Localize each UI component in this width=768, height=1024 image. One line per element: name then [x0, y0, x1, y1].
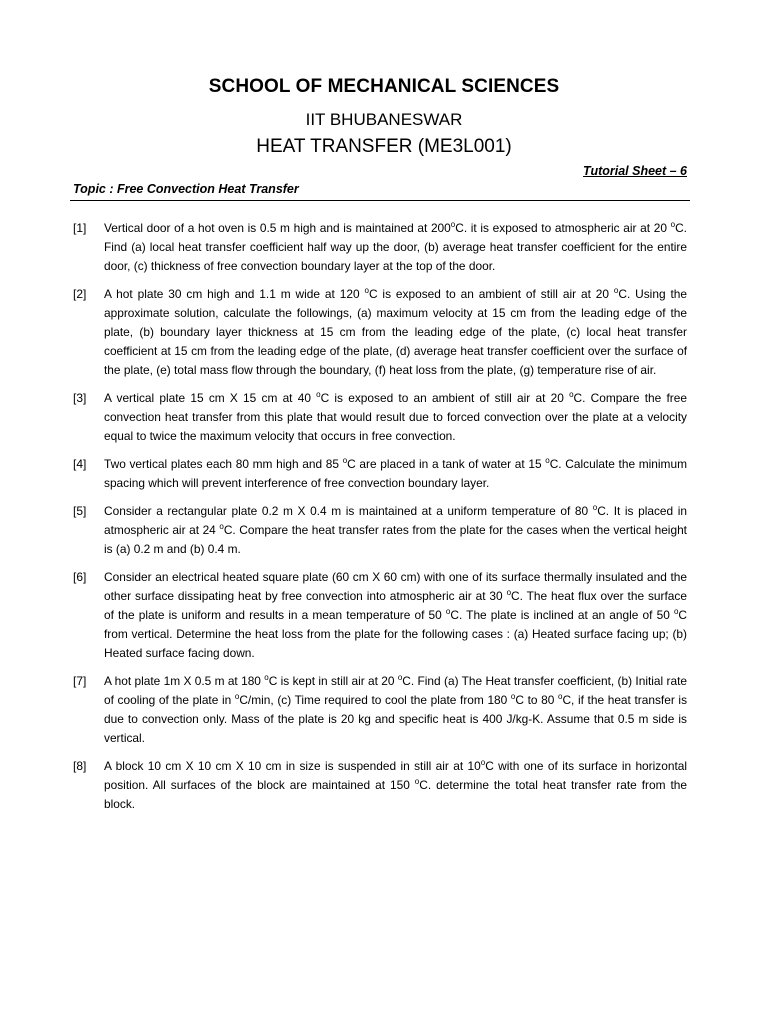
school-title: SCHOOL OF MECHANICAL SCIENCES — [208, 76, 560, 97]
problem-text: Vertical door of a hot oven is 0.5 m high and is maintained at 200$^o$C. it is exposed to atmospheric air at 20 $^o$C. Find (a) local heat transfer coefficient half way up the door, (b) average heat transfer coefficient for the entire door, (c) thickness of free convection boundary layer at the top of the door. — [104, 220, 687, 273]
institute-name: IIT BHUBANESWAR — [305, 110, 463, 129]
problem-list — [73, 219, 687, 823]
problem-number: [1] — [73, 221, 87, 235]
course-title: HEAT TRANSFER (ME3L001) — [256, 136, 512, 157]
problem-item — [73, 455, 687, 493]
problem-text: Consider an electrical heated square plate (60 cm X 60 cm) with one of its surface thermally insulated and the other surface dissipating heat by free convection into atmospheric air at 30 $^o$C. The heat flux over the surface of the plate is uniform and results in a mean temperature of 50 $^o$C. The plate is inclined at an angle of 50 $^o$C from vertical. Determine the heat loss from the plate for the following cases : (a) Heated surface facing up; (b) Heated surface facing down. — [104, 570, 687, 660]
topic-heading: Topic : Free Convection Heat Transfer — [73, 182, 299, 196]
problem-number: [2] — [73, 287, 87, 301]
problem-item — [73, 219, 687, 276]
topic-divider — [70, 200, 690, 201]
tutorial-sheet-label: Tutorial Sheet – 6 — [583, 164, 687, 178]
problem-text: Two vertical plates each 80 mm high and 85 $^o$C are placed in a tank of water at 15 $^o$C. Calculate the minimum spacing which will prevent interference of free convection boundary layer. — [104, 456, 687, 490]
problem-number: [4] — [73, 457, 87, 471]
problem-number: [7] — [73, 674, 87, 688]
problem-text: A block 10 cm X 10 cm X 10 cm in size is suspended in still air at 10$^o$C with one of its surface in horizontal position. All surfaces of the block are maintained at 150 $^o$C. determine the total heat transfer rate from the block. — [104, 758, 688, 811]
problem-number: [5] — [73, 504, 87, 518]
problem-text: Consider a rectangular plate 0.2 m X 0.4 m is maintained at a uniform temperature of 80 $^o$C. It is placed in atmospheric air at 24 $^o$C. Compare the heat transfer rates from the plate for the cases when the vertical height is (a) 0.2 m and (b) 0.4 m. — [104, 503, 688, 556]
problem-text: A vertical plate 15 cm X 15 cm at 40 $^o$C is exposed to an ambient of still air at 20 $^o$C. Compare the free convection heat transfer from this plate that would result due to forced convection over the plate at a velocity equal to twice the maximum velocity that occurs in free convection. — [104, 390, 687, 443]
problem-item — [73, 672, 687, 748]
problem-number: [8] — [73, 759, 87, 773]
problem-item — [73, 568, 687, 663]
problem-number: [6] — [73, 570, 87, 584]
problem-text: A hot plate 30 cm high and 1.1 m wide at 120 $^o$C is exposed to an ambient of still air at 20 $^o$C. Using the approximate solution, calculate the followings, (a) maximum velocity at 15 cm from the leading edge of the plate, (b) boundary layer thickness at 15 cm from the leading edge of the plate, (c) local heat transfer coefficient at 15 cm from the leading edge of the plate, (d) average heat transfer coefficient over the surface of the plate, (e) total mass flow through the boundary, (f) heat loss from the plate, (g) temperature rise of air. — [104, 286, 687, 377]
problem-number: [3] — [73, 391, 87, 405]
problem-item — [73, 502, 687, 559]
problem-item — [73, 757, 687, 814]
problem-item — [73, 285, 687, 380]
problem-item — [73, 389, 687, 446]
problem-text: A hot plate 1m X 0.5 m at 180 $^o$C is kept in still air at 20 $^o$C. Find (a) The Heat transfer coefficient, (b) Initial rate of cooling of the plate in $^o$C/min, (c) Time required to cool the plate from 180 $^o$C to 80 $^o$C, if the heat transfer is due to convection only. Mass of the plate is 20 kg and specific heat is 400 J/kg-K. Assume that 0.5 m side is vertical. — [104, 673, 688, 745]
